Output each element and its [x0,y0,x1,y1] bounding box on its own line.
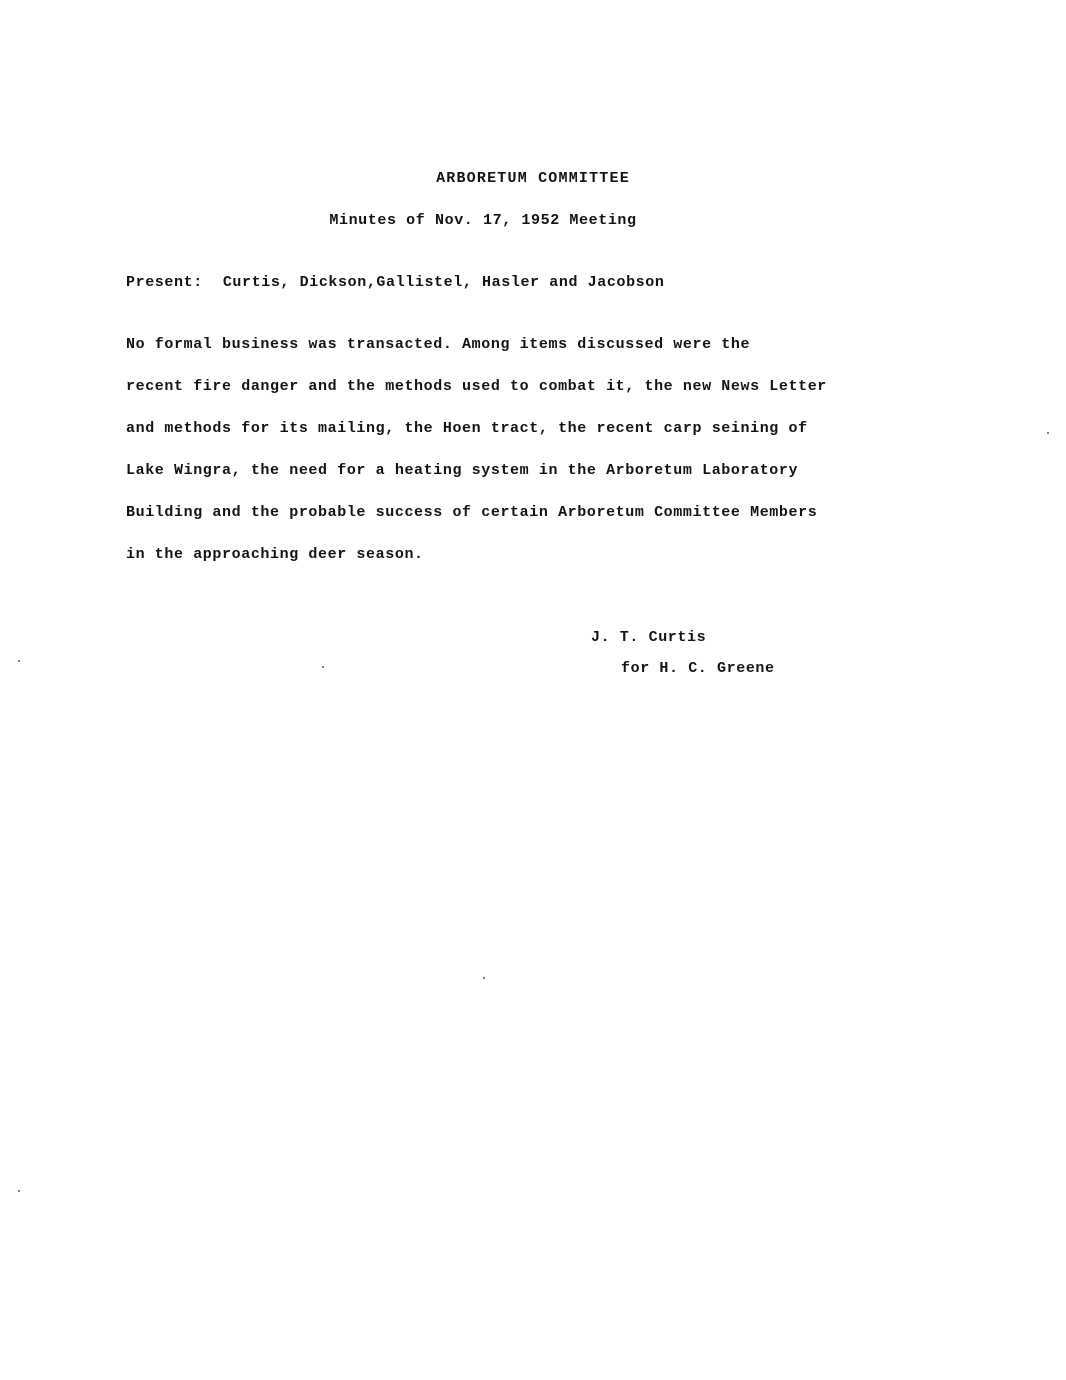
signature-name: J. T. Curtis [591,629,707,646]
body-line: Lake Wingra, the need for a heating system in the Arboretum Laboratory [126,462,799,479]
minutes-body [126,335,926,587]
scan-speck [322,666,324,668]
attendance-line [126,274,664,291]
body-line: recent fire danger and the methods used to combat it, the new News Letter [126,378,827,395]
scan-speck [483,977,485,979]
signature-on-behalf: for H. C. Greene [621,660,775,677]
body-line: No formal business was transacted. Among items discussed were the [126,336,751,353]
body-line: in the approaching deer season. [126,546,424,563]
scan-speck [18,1190,20,1192]
present-label: Present: [126,274,203,291]
present-names: Curtis, Dickson,Gallistel, Hasler and Jacobson [222,274,665,291]
document-title: ARBORETUM COMMITTEE [436,170,630,187]
meeting-date-heading: Minutes of Nov. 17, 1952 Meeting [329,212,637,229]
body-line: and methods for its mailing, the Hoen tract, the recent carp seining of [126,420,808,437]
scan-speck [18,660,20,662]
body-line: Building and the probable success of certain Arboretum Committee Members [126,504,818,521]
scan-speck [1047,432,1049,434]
